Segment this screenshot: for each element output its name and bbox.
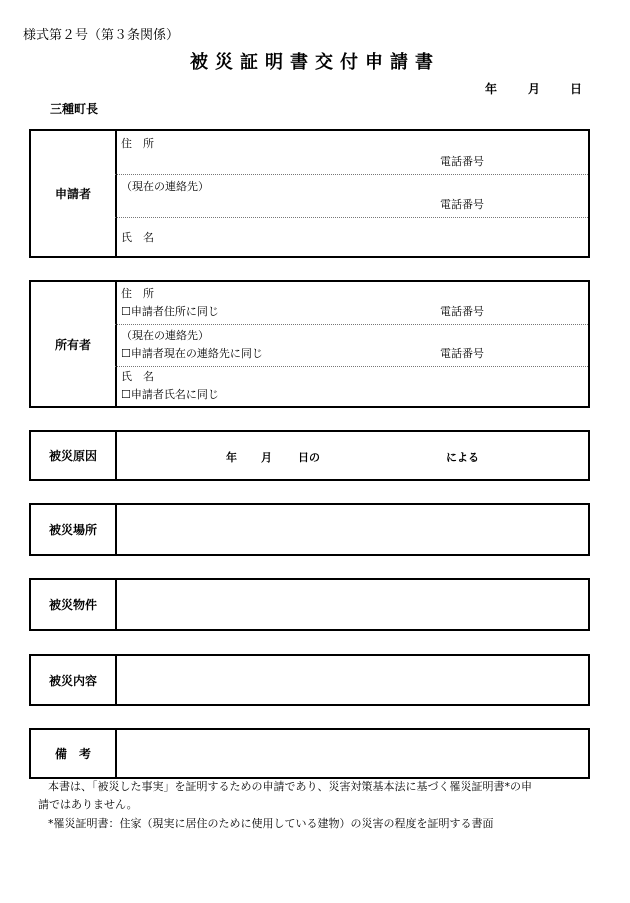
cause-day-label: 日の	[298, 451, 320, 464]
same-address-checkbox[interactable]: ☐申請者住所に同じ	[121, 305, 219, 318]
cause-field[interactable]	[115, 432, 588, 479]
property-section	[29, 578, 590, 631]
remarks-label: 備 考	[31, 730, 117, 777]
date-day-label: 日	[570, 82, 583, 96]
owner-label: 所有者	[31, 282, 117, 406]
name-label: 氏 名	[121, 370, 154, 383]
place-section	[29, 503, 590, 556]
remarks-field[interactable]	[115, 730, 588, 777]
cause-by-label: による	[446, 451, 479, 464]
property-label: 被災物件	[31, 580, 117, 629]
cause-section	[29, 430, 590, 481]
content-label: 被災内容	[31, 656, 117, 704]
owner-section	[29, 280, 590, 408]
phone-label: 電話番号	[440, 305, 484, 318]
place-field[interactable]	[115, 505, 588, 554]
same-name-checkbox[interactable]: ☐申請者氏名に同じ	[121, 388, 219, 401]
applicant-section	[29, 129, 590, 258]
remarks-section	[29, 728, 590, 779]
applicant-label: 申請者	[31, 131, 117, 256]
phone-label: 電話番号	[440, 198, 484, 211]
document-title: 被災証明書交付申請書	[190, 52, 440, 73]
same-contact-checkbox[interactable]: ☐申請者現在の連絡先に同じ	[121, 347, 263, 360]
cause-month-label: 月	[261, 451, 272, 464]
applicant-contact-field[interactable]	[115, 174, 588, 218]
owner-name-field[interactable]	[115, 366, 588, 406]
address-label: 住 所	[121, 287, 154, 300]
applicant-name-field[interactable]	[115, 217, 588, 255]
content-field[interactable]	[115, 656, 588, 704]
place-label: 被災場所	[31, 505, 117, 554]
content-section	[29, 654, 590, 706]
cause-label: 被災原因	[31, 432, 117, 479]
address-label: 住 所	[121, 137, 154, 150]
phone-label: 電話番号	[440, 347, 484, 360]
owner-contact-field[interactable]	[115, 324, 588, 367]
name-label: 氏 名	[121, 231, 154, 244]
owner-address-field[interactable]	[115, 282, 588, 325]
date-month-label: 月	[528, 82, 541, 96]
form-number: 様式第２号（第３条関係）	[23, 28, 180, 43]
applicant-address-field[interactable]	[115, 131, 588, 175]
date-year-label: 年	[485, 82, 498, 96]
note-line-3: *罹災証明書：住家（現実に居住のために使用している建物）の災害の程度を証明する書面	[48, 817, 494, 830]
note-line-1: 本書は、「被災した事実」を証明するための申請であり、災害対策基本法に基づく罹災証明書*の申	[48, 780, 532, 793]
note-line-2: 請ではありません。	[38, 798, 138, 811]
phone-label: 電話番号	[440, 155, 484, 168]
contact-label: （現在の連絡先）	[121, 329, 209, 342]
property-field[interactable]	[115, 580, 588, 629]
contact-label: （現在の連絡先）	[121, 180, 209, 193]
cause-year-label: 年	[226, 451, 237, 464]
addressee: 三種町長	[50, 102, 99, 116]
